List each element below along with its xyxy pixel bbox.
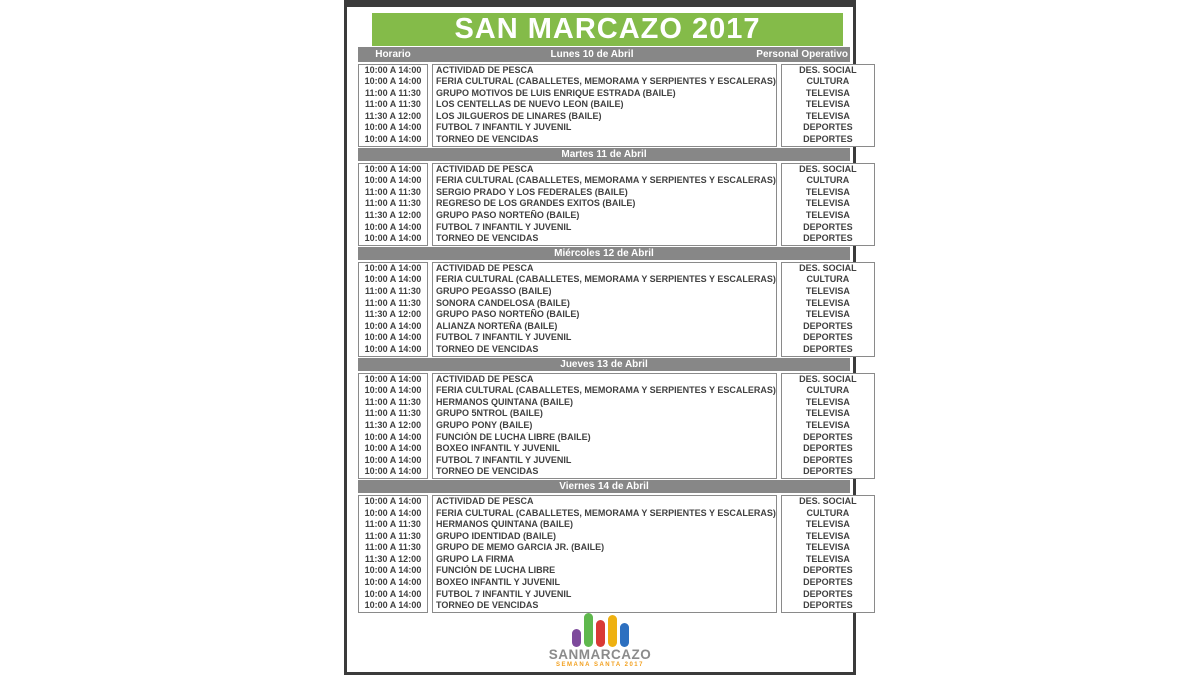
time-cell: 10:00 A 14:00 xyxy=(364,466,422,477)
purple-bar-icon xyxy=(572,629,581,647)
page-title: SAN MARCAZO 2017 xyxy=(372,13,843,46)
personnel-cell: TELEVISA xyxy=(805,542,850,553)
activity-column xyxy=(432,64,777,147)
time-cell: 11:00 A 11:30 xyxy=(365,396,421,407)
personnel-cell: CULTURA xyxy=(806,76,850,87)
personnel-column xyxy=(781,373,875,479)
activity-cell: ALIANZA NORTEÑA (BAILE) xyxy=(436,320,558,331)
time-cell: 11:30 A 12:00 xyxy=(364,110,422,121)
activity-cell: FERIA CULTURAL (CABALLETES, MEMORAMA Y SERPIENTES Y ESCALERAS) xyxy=(436,274,776,285)
personnel-cell: DEPORTES xyxy=(803,454,853,465)
time-cell: 10:00 A 14:00 xyxy=(364,134,422,145)
time-cell: 10:00 A 14:00 xyxy=(364,373,422,384)
personnel-cell: TELEVISA xyxy=(805,519,850,530)
sanmarcazo-logo xyxy=(530,612,670,669)
day-section xyxy=(358,262,857,357)
time-cell: 10:00 A 14:00 xyxy=(364,76,422,87)
time-column xyxy=(358,373,428,479)
personnel-cell: DEPORTES xyxy=(803,565,853,576)
activity-cell: GRUPO PONY (BAILE) xyxy=(436,419,533,430)
activity-column xyxy=(432,262,777,357)
personnel-cell: CULTURA xyxy=(806,175,850,186)
logo-bars-icon xyxy=(530,612,670,647)
time-cell: 11:00 A 11:30 xyxy=(365,542,421,553)
activity-cell: BOXEO INFANTIL Y JUVENIL xyxy=(436,443,561,454)
logo-tagline-text: SEMANA SANTA 2017 xyxy=(556,662,644,668)
time-cell: 11:00 A 11:30 xyxy=(365,519,421,530)
personnel-cell: DEPORTES xyxy=(803,332,853,343)
time-column xyxy=(358,262,428,357)
personnel-cell: DES. SOCIAL xyxy=(799,163,857,174)
activity-cell: TORNEO DE VENCIDAS xyxy=(436,600,539,611)
yellow-bar-icon xyxy=(608,615,617,647)
personnel-column xyxy=(781,64,875,147)
activity-cell: REGRESO DE LOS GRANDES EXITOS (BAILE) xyxy=(436,198,636,209)
activity-column xyxy=(432,495,777,613)
personnel-cell: TELEVISA xyxy=(805,186,850,197)
activity-cell: ACTIVIDAD DE PESCA xyxy=(436,64,534,75)
personnel-cell: TELEVISA xyxy=(805,396,850,407)
personnel-cell: DEPORTES xyxy=(803,577,853,588)
time-cell: 11:00 A 11:30 xyxy=(365,186,421,197)
activity-cell: GRUPO MOTIVOS DE LUIS ENRIQUE ESTRADA (BAILE) xyxy=(436,87,676,98)
personnel-cell: TELEVISA xyxy=(805,408,850,419)
activity-cell: LOS JILGUEROS DE LINARES (BAILE) xyxy=(436,110,602,121)
activity-cell: FERIA CULTURAL (CABALLETES, MEMORAMA Y SERPIENTES Y ESCALERAS) xyxy=(436,507,776,518)
personnel-cell: DEPORTES xyxy=(803,588,853,599)
day-section xyxy=(358,64,857,147)
time-cell: 10:00 A 14:00 xyxy=(364,588,422,599)
activity-cell: FERIA CULTURAL (CABALLETES, MEMORAMA Y SERPIENTES Y ESCALERAS) xyxy=(436,76,776,87)
personnel-cell: DEPORTES xyxy=(803,443,853,454)
time-cell: 11:30 A 12:00 xyxy=(364,210,422,221)
time-cell: 11:30 A 12:00 xyxy=(364,553,422,564)
time-cell: 10:00 A 14:00 xyxy=(364,221,422,232)
time-cell: 11:00 A 11:30 xyxy=(365,87,421,98)
personnel-cell: DES. SOCIAL xyxy=(799,495,857,506)
time-cell: 10:00 A 14:00 xyxy=(364,565,422,576)
activity-cell: FERIA CULTURAL (CABALLETES, MEMORAMA Y SERPIENTES Y ESCALERAS) xyxy=(436,175,776,186)
activity-cell: GRUPO 5NTROL (BAILE) xyxy=(436,408,543,419)
personnel-column xyxy=(781,495,875,613)
activity-cell: LOS CENTELLAS DE NUEVO LEON (BAILE) xyxy=(436,99,624,110)
header-day-monday: Lunes 10 de Abril xyxy=(550,49,634,60)
red-bar-icon xyxy=(596,620,605,647)
time-cell: 10:00 A 14:00 xyxy=(364,163,422,174)
time-column xyxy=(358,163,428,246)
activity-column xyxy=(432,373,777,479)
personnel-cell: TELEVISA xyxy=(805,309,850,320)
activity-cell: GRUPO PASO NORTEÑO (BAILE) xyxy=(436,210,580,221)
time-cell: 10:00 A 14:00 xyxy=(364,320,422,331)
personnel-cell: TELEVISA xyxy=(805,99,850,110)
time-cell: 11:30 A 12:00 xyxy=(364,309,422,320)
activity-cell: FERIA CULTURAL (CABALLETES, MEMORAMA Y SERPIENTES Y ESCALERAS) xyxy=(436,385,776,396)
day-header: Jueves 13 de Abril xyxy=(358,358,850,371)
logo-brand-text: SANMARCAZO xyxy=(548,647,652,662)
activity-cell: ACTIVIDAD DE PESCA xyxy=(436,262,534,273)
personnel-cell: DEPORTES xyxy=(803,600,853,611)
time-cell: 10:00 A 14:00 xyxy=(364,454,422,465)
activity-cell: GRUPO IDENTIDAD (BAILE) xyxy=(436,530,556,541)
activity-cell: FUTBOL 7 INFANTIL Y JUVENIL xyxy=(436,221,572,232)
time-cell: 10:00 A 14:00 xyxy=(364,577,422,588)
personnel-cell: CULTURA xyxy=(806,507,850,518)
personnel-cell: DEPORTES xyxy=(803,221,853,232)
personnel-cell: DEPORTES xyxy=(803,343,853,354)
personnel-cell: TELEVISA xyxy=(805,110,850,121)
time-cell: 10:00 A 14:00 xyxy=(364,431,422,442)
activity-cell: GRUPO PEGASSO (BAILE) xyxy=(436,286,552,296)
activity-cell: FUTBOL 7 INFANTIL Y JUVENIL xyxy=(436,454,572,465)
day-section xyxy=(358,163,857,246)
activity-cell: ACTIVIDAD DE PESCA xyxy=(436,373,534,384)
activity-cell: FUNCIÓN DE LUCHA LIBRE xyxy=(436,565,556,576)
activity-cell: GRUPO DE MEMO GARCIA JR. (BAILE) xyxy=(436,542,605,553)
day-section xyxy=(358,495,857,613)
activity-cell: FUTBOL 7 INFANTIL Y JUVENIL xyxy=(436,332,572,343)
activity-cell: GRUPO LA FIRMA xyxy=(436,553,515,564)
time-cell: 11:00 A 11:30 xyxy=(365,99,421,110)
personnel-cell: DES. SOCIAL xyxy=(799,262,857,273)
personnel-cell: DEPORTES xyxy=(803,431,853,442)
activity-cell: FUTBOL 7 INFANTIL Y JUVENIL xyxy=(436,588,572,599)
activity-cell: FUTBOL 7 INFANTIL Y JUVENIL xyxy=(436,122,572,133)
time-cell: 10:00 A 14:00 xyxy=(364,274,422,285)
day-header: Viernes 14 de Abril xyxy=(358,480,850,493)
personnel-cell: DEPORTES xyxy=(803,233,853,244)
time-cell: 10:00 A 14:00 xyxy=(364,385,422,396)
personnel-cell: DEPORTES xyxy=(803,466,853,477)
personnel-cell: CULTURA xyxy=(806,385,850,396)
time-cell: 11:30 A 12:00 xyxy=(364,419,422,430)
activity-cell: GRUPO PASO NORTEÑO (BAILE) xyxy=(436,309,580,320)
header-horario: Horario xyxy=(375,49,411,60)
activity-cell: ACTIVIDAD DE PESCA xyxy=(436,495,534,506)
personnel-cell: DES. SOCIAL xyxy=(799,373,857,384)
time-cell: 10:00 A 14:00 xyxy=(364,443,422,454)
personnel-cell: TELEVISA xyxy=(805,530,850,541)
activity-cell: TORNEO DE VENCIDAS xyxy=(436,233,539,244)
activity-cell: ACTIVIDAD DE PESCA xyxy=(436,163,534,174)
personnel-cell: DEPORTES xyxy=(803,320,853,331)
time-column xyxy=(358,495,428,613)
blue-bar-icon xyxy=(620,623,629,647)
personnel-cell: TELEVISA xyxy=(805,87,850,98)
time-cell: 10:00 A 14:00 xyxy=(364,507,422,518)
activity-cell: HERMANOS QUINTANA (BAILE) xyxy=(436,396,573,407)
activity-cell: FUNCIÓN DE LUCHA LIBRE (BAILE) xyxy=(436,431,591,442)
time-cell: 10:00 A 14:00 xyxy=(364,233,422,244)
time-cell: 10:00 A 14:00 xyxy=(364,600,422,611)
personnel-column xyxy=(781,163,875,246)
personnel-cell: TELEVISA xyxy=(805,210,850,221)
table-header xyxy=(358,47,850,62)
day-header: Miércoles 12 de Abril xyxy=(358,247,850,260)
time-cell: 11:00 A 11:30 xyxy=(365,286,421,296)
personnel-cell: DEPORTES xyxy=(803,122,853,133)
time-cell: 10:00 A 14:00 xyxy=(364,332,422,343)
time-cell: 10:00 A 14:00 xyxy=(364,343,422,354)
activity-cell: TORNEO DE VENCIDAS xyxy=(436,343,539,354)
time-cell: 10:00 A 14:00 xyxy=(364,495,422,506)
time-cell: 11:00 A 11:30 xyxy=(365,297,421,308)
green-bar-icon xyxy=(584,613,593,647)
time-column xyxy=(358,64,428,147)
personnel-column xyxy=(781,262,875,357)
time-cell: 11:00 A 11:30 xyxy=(365,530,421,541)
time-cell: 10:00 A 14:00 xyxy=(364,262,422,273)
days-container xyxy=(347,64,857,613)
activity-cell: BOXEO INFANTIL Y JUVENIL xyxy=(436,577,561,588)
time-cell: 10:00 A 14:00 xyxy=(364,175,422,186)
day-section xyxy=(358,373,857,479)
personnel-cell: TELEVISA xyxy=(805,297,850,308)
activity-cell: TORNEO DE VENCIDAS xyxy=(436,466,539,477)
activity-cell: TORNEO DE VENCIDAS xyxy=(436,134,539,145)
personnel-cell: TELEVISA xyxy=(805,419,850,430)
time-cell: 10:00 A 14:00 xyxy=(364,64,422,75)
header-personal-operativo: Personal Operativo xyxy=(756,49,848,60)
time-cell: 10:00 A 14:00 xyxy=(364,122,422,133)
personnel-cell: TELEVISA xyxy=(805,553,850,564)
activity-column xyxy=(432,163,777,246)
time-cell: 11:00 A 11:30 xyxy=(365,408,421,419)
day-header: Martes 11 de Abril xyxy=(358,148,850,161)
personnel-cell: CULTURA xyxy=(806,274,850,285)
personnel-cell: TELEVISA xyxy=(805,286,850,296)
activity-cell: SERGIO PRADO Y LOS FEDERALES (BAILE) xyxy=(436,186,628,197)
activity-cell: HERMANOS QUINTANA (BAILE) xyxy=(436,519,573,530)
schedule-page xyxy=(344,0,856,675)
personnel-cell: DEPORTES xyxy=(803,134,853,145)
time-cell: 11:00 A 11:30 xyxy=(365,198,421,209)
personnel-cell: TELEVISA xyxy=(805,198,850,209)
personnel-cell: DES. SOCIAL xyxy=(799,64,857,75)
activity-cell: SONORA CANDELOSA (BAILE) xyxy=(436,297,570,308)
